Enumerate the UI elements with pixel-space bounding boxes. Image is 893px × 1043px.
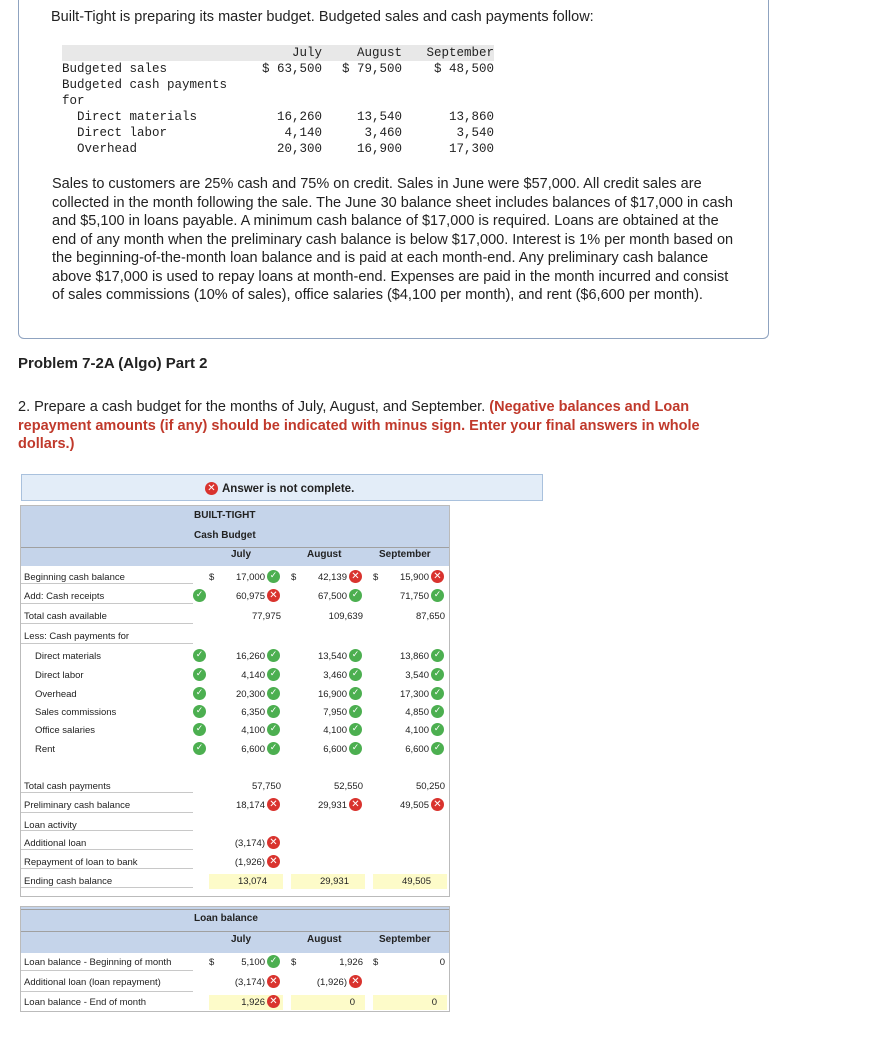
cell-receipts-0[interactable]: 60,975 bbox=[235, 591, 265, 602]
row-label-total_payments: Total cash payments bbox=[24, 781, 111, 792]
cell-preliminary-1[interactable]: 29,931 bbox=[317, 800, 347, 811]
correct-icon: ✓ bbox=[349, 705, 362, 718]
month-header: July bbox=[231, 549, 252, 560]
row-divider bbox=[21, 887, 193, 888]
row-label: Budgeted cash payments bbox=[62, 78, 228, 92]
cell-overhead-2[interactable]: 17,300 bbox=[399, 689, 429, 700]
cell-direct_labor-1[interactable]: 3,460 bbox=[323, 670, 347, 681]
loan-cell-additional-0[interactable]: (3,174) bbox=[234, 977, 265, 988]
company-name: BUILT-TIGHT bbox=[194, 510, 256, 521]
correct-icon: ✓ bbox=[349, 687, 362, 700]
correct-icon: ✓ bbox=[193, 742, 206, 755]
correct-icon: ✓ bbox=[193, 589, 206, 602]
row-label-total_available: Total cash available bbox=[24, 611, 107, 622]
cell-commissions-1[interactable]: 7,950 bbox=[323, 707, 347, 718]
budget-title: Cash Budget bbox=[194, 530, 256, 541]
cell-ending-0: 13,074 bbox=[209, 874, 283, 889]
row-label-additional: Additional loan (loan repayment) bbox=[24, 977, 161, 988]
cell-direct_labor-0[interactable]: 4,140 bbox=[241, 670, 265, 681]
cell-additional_loan-0[interactable]: (3,174) bbox=[234, 838, 265, 849]
row-divider bbox=[21, 643, 193, 644]
loan-cell-end-0[interactable]: 1,926 bbox=[209, 995, 283, 1010]
row-divider bbox=[21, 792, 193, 793]
loan-cell-additional-1[interactable]: (1,926) bbox=[316, 977, 347, 988]
cell-total_payments-0: 57,750 bbox=[251, 781, 281, 792]
value: 13,860 bbox=[448, 110, 494, 124]
value: 16,260 bbox=[276, 110, 322, 124]
cell-total_available-2: 87,650 bbox=[415, 611, 445, 622]
incorrect-icon: ✕ bbox=[431, 570, 444, 583]
row-label: for bbox=[62, 94, 85, 108]
incorrect-icon: ✕ bbox=[267, 589, 280, 602]
cell-overhead-1[interactable]: 16,900 bbox=[317, 689, 347, 700]
dollar-sign: $ bbox=[291, 957, 297, 968]
correct-icon: ✓ bbox=[431, 668, 444, 681]
divider bbox=[21, 547, 449, 548]
row-label-direct_materials: Direct materials bbox=[35, 651, 101, 662]
row-label-less_header: Less: Cash payments for bbox=[24, 631, 130, 642]
incorrect-icon: ✕ bbox=[205, 482, 218, 495]
incorrect-icon: ✕ bbox=[267, 836, 280, 849]
cell-preliminary-0[interactable]: 18,174 bbox=[235, 800, 265, 811]
value: 4,140 bbox=[284, 126, 322, 140]
correct-icon: ✓ bbox=[267, 723, 280, 736]
row-label-end: Loan balance - End of month bbox=[24, 997, 147, 1008]
cell-repayment-2[interactable] bbox=[383, 855, 445, 870]
instruction-note: (Negative balances and Loan repayment amounts (if any) should be indicated with minus sign. Enter your final answers in whole dollars.) bbox=[18, 399, 700, 452]
month-header: July bbox=[231, 934, 252, 945]
cell-total_payments-1: 52,550 bbox=[333, 781, 363, 792]
cell-direct_labor-2[interactable]: 3,540 bbox=[405, 670, 429, 681]
cell-commissions-2[interactable]: 4,850 bbox=[405, 707, 429, 718]
cell-beginning-0[interactable]: 17,000 bbox=[235, 572, 265, 583]
row-label-beginning: Beginning cash balance bbox=[24, 572, 125, 583]
correct-icon: ✓ bbox=[431, 742, 444, 755]
row-label-additional_loan: Additional loan bbox=[24, 838, 87, 849]
dollar-sign: $ bbox=[209, 572, 215, 583]
correct-icon: ✓ bbox=[349, 649, 362, 662]
dollar-sign: $ bbox=[291, 572, 297, 583]
row-divider bbox=[21, 991, 193, 992]
problem-title: Problem 7-2A (Algo) Part 2 bbox=[18, 355, 208, 372]
incorrect-icon: ✕ bbox=[349, 798, 362, 811]
cell-salaries-0[interactable]: 4,100 bbox=[241, 725, 265, 736]
row-label: Direct labor bbox=[62, 126, 168, 140]
cash-budget-sheet bbox=[20, 505, 450, 897]
correct-icon: ✓ bbox=[267, 955, 280, 968]
cell-ending-2: 49,505 bbox=[373, 874, 447, 889]
cell-repayment-0[interactable]: (1,926) bbox=[234, 857, 265, 868]
correct-icon: ✓ bbox=[431, 649, 444, 662]
correct-icon: ✓ bbox=[349, 668, 362, 681]
value: 20,300 bbox=[276, 142, 322, 156]
row-divider bbox=[21, 849, 193, 850]
correct-icon: ✓ bbox=[267, 570, 280, 583]
value: $ 63,500 bbox=[261, 62, 322, 76]
dollar-sign: $ bbox=[373, 957, 379, 968]
row-divider bbox=[21, 583, 193, 584]
row-label-preliminary: Preliminary cash balance bbox=[24, 800, 131, 811]
cell-preliminary-2[interactable]: 49,505 bbox=[399, 800, 429, 811]
correct-icon: ✓ bbox=[193, 687, 206, 700]
cell-beginning-2[interactable]: 15,900 bbox=[399, 572, 429, 583]
cell-salaries-2[interactable]: 4,100 bbox=[405, 725, 429, 736]
incorrect-icon: ✕ bbox=[349, 570, 362, 583]
correct-icon: ✓ bbox=[267, 668, 280, 681]
answer-status-banner bbox=[21, 474, 543, 501]
value: 17,300 bbox=[448, 142, 494, 156]
budget-data-table bbox=[62, 45, 494, 157]
incorrect-icon: ✕ bbox=[267, 855, 280, 868]
month-header: August bbox=[307, 934, 342, 945]
row-label-rent: Rent bbox=[35, 744, 56, 755]
divider bbox=[21, 909, 449, 910]
incorrect-icon: ✕ bbox=[267, 995, 280, 1008]
row-label-receipts: Add: Cash receipts bbox=[24, 591, 105, 602]
row-label-ending: Ending cash balance bbox=[24, 876, 113, 887]
month-header: August bbox=[307, 549, 342, 560]
correct-icon: ✓ bbox=[431, 589, 444, 602]
correct-icon: ✓ bbox=[267, 687, 280, 700]
dollar-sign: $ bbox=[209, 957, 215, 968]
row-label-salaries: Office salaries bbox=[35, 725, 96, 736]
row-label-loan_activity: Loan activity bbox=[24, 820, 77, 831]
value: 3,460 bbox=[364, 126, 402, 140]
cell-direct_materials-2[interactable]: 13,860 bbox=[399, 651, 429, 662]
cell-ending-1: 29,931 bbox=[291, 874, 365, 889]
cell-total_available-1: 109,639 bbox=[328, 611, 363, 622]
instruction-text bbox=[18, 398, 748, 454]
correct-icon: ✓ bbox=[349, 742, 362, 755]
correct-icon: ✓ bbox=[193, 723, 206, 736]
row-label-overhead: Overhead bbox=[35, 689, 77, 700]
cell-additional_loan-1[interactable] bbox=[301, 836, 363, 851]
correct-icon: ✓ bbox=[431, 687, 444, 700]
loan-balance-sheet bbox=[20, 906, 450, 1012]
row-label-repayment: Repayment of loan to bank bbox=[24, 857, 138, 868]
loan-cell-end-2[interactable]: 0 bbox=[373, 995, 447, 1010]
correct-icon: ✓ bbox=[267, 649, 280, 662]
correct-icon: ✓ bbox=[193, 649, 206, 662]
row-label-direct_labor: Direct labor bbox=[35, 670, 84, 681]
month-header: September bbox=[402, 45, 494, 61]
row-divider bbox=[21, 812, 193, 813]
row-label: Budgeted sales bbox=[62, 62, 168, 76]
cell-rent-1[interactable]: 6,600 bbox=[323, 744, 347, 755]
cell-direct_materials-1[interactable]: 13,540 bbox=[317, 651, 347, 662]
value: $ 79,500 bbox=[341, 62, 402, 76]
divider bbox=[21, 931, 449, 932]
loan-cell-beginning-0[interactable]: 5,100 bbox=[241, 957, 265, 968]
month-header: September bbox=[379, 934, 431, 945]
loan-cell-additional-2[interactable] bbox=[383, 975, 445, 990]
loan-cell-end-1[interactable]: 0 bbox=[291, 995, 365, 1010]
row-label-beginning: Loan balance - Beginning of month bbox=[24, 957, 172, 968]
cell-commissions-0[interactable]: 6,350 bbox=[241, 707, 265, 718]
cell-salaries-1[interactable]: 4,100 bbox=[323, 725, 347, 736]
loan-title: Loan balance bbox=[194, 913, 258, 924]
incorrect-icon: ✕ bbox=[431, 798, 444, 811]
value: 13,540 bbox=[356, 110, 402, 124]
row-label: Overhead bbox=[62, 142, 138, 156]
correct-icon: ✓ bbox=[349, 589, 362, 602]
correct-icon: ✓ bbox=[193, 668, 206, 681]
cell-receipts-2[interactable]: 71,750 bbox=[399, 591, 429, 602]
incorrect-icon: ✕ bbox=[267, 975, 280, 988]
correct-icon: ✓ bbox=[193, 705, 206, 718]
month-header: August bbox=[322, 45, 402, 61]
value: 3,540 bbox=[456, 126, 494, 140]
dollar-sign: $ bbox=[373, 572, 379, 583]
cell-total_payments-2: 50,250 bbox=[415, 781, 445, 792]
banner-text: Answer is not complete. bbox=[222, 482, 355, 495]
cell-direct_materials-0[interactable]: 16,260 bbox=[235, 651, 265, 662]
row-label: Direct materials bbox=[62, 110, 198, 124]
incorrect-icon: ✕ bbox=[349, 975, 362, 988]
loan-cell-beginning-2[interactable]: 0 bbox=[439, 957, 445, 968]
correct-icon: ✓ bbox=[431, 705, 444, 718]
cell-rent-2[interactable]: 6,600 bbox=[405, 744, 429, 755]
row-divider bbox=[21, 970, 193, 971]
loan-cell-beginning-1[interactable]: 1,926 bbox=[339, 957, 363, 968]
correct-icon: ✓ bbox=[267, 742, 280, 755]
row-label-commissions: Sales commissions bbox=[35, 707, 117, 718]
value: 16,900 bbox=[356, 142, 402, 156]
value: $ 48,500 bbox=[433, 62, 494, 76]
row-divider bbox=[21, 868, 193, 869]
correct-icon: ✓ bbox=[349, 723, 362, 736]
correct-icon: ✓ bbox=[431, 723, 444, 736]
cell-additional_loan-2[interactable] bbox=[383, 836, 445, 851]
correct-icon: ✓ bbox=[267, 705, 280, 718]
cell-overhead-0[interactable]: 20,300 bbox=[235, 689, 265, 700]
intro-text: Built-Tight is preparing its master budget. Budgeted sales and cash payments follow: bbox=[51, 9, 594, 25]
row-divider bbox=[21, 623, 193, 624]
problem-paragraph: Sales to customers are 25% cash and 75% on credit. Sales in June were $57,000. All credit sales are collected in the month following the sale. The June 30 balance sheet includes balances of $17,000 in cash and $5,100 in loans payable. A minimum cash balance of $17,000 is required. Loans are obtained at the end of any month when the preliminary cash balance is below $17,000. Interest is 1% per month based on the beginning-of-the-month loan balance and is paid at each month-end. Any preliminary cash balance above $17,000 is used to repay loans at month-end. Expenses are paid in the month incurred and consist of sales commissions (10% of sales), office salaries ($4,100 per month), and rent ($6,600 per month). bbox=[52, 176, 734, 303]
cell-rent-0[interactable]: 6,600 bbox=[241, 744, 265, 755]
incorrect-icon: ✕ bbox=[267, 798, 280, 811]
month-header: July bbox=[252, 45, 322, 61]
cell-total_available-0: 77,975 bbox=[251, 611, 281, 622]
cell-repayment-1[interactable] bbox=[301, 855, 363, 870]
cell-beginning-1[interactable]: 42,139 bbox=[317, 572, 347, 583]
cell-receipts-1[interactable]: 67,500 bbox=[317, 591, 347, 602]
instruction-main: 2. Prepare a cash budget for the months of July, August, and September. bbox=[18, 399, 486, 415]
month-header: September bbox=[379, 549, 431, 560]
row-divider bbox=[21, 603, 193, 604]
